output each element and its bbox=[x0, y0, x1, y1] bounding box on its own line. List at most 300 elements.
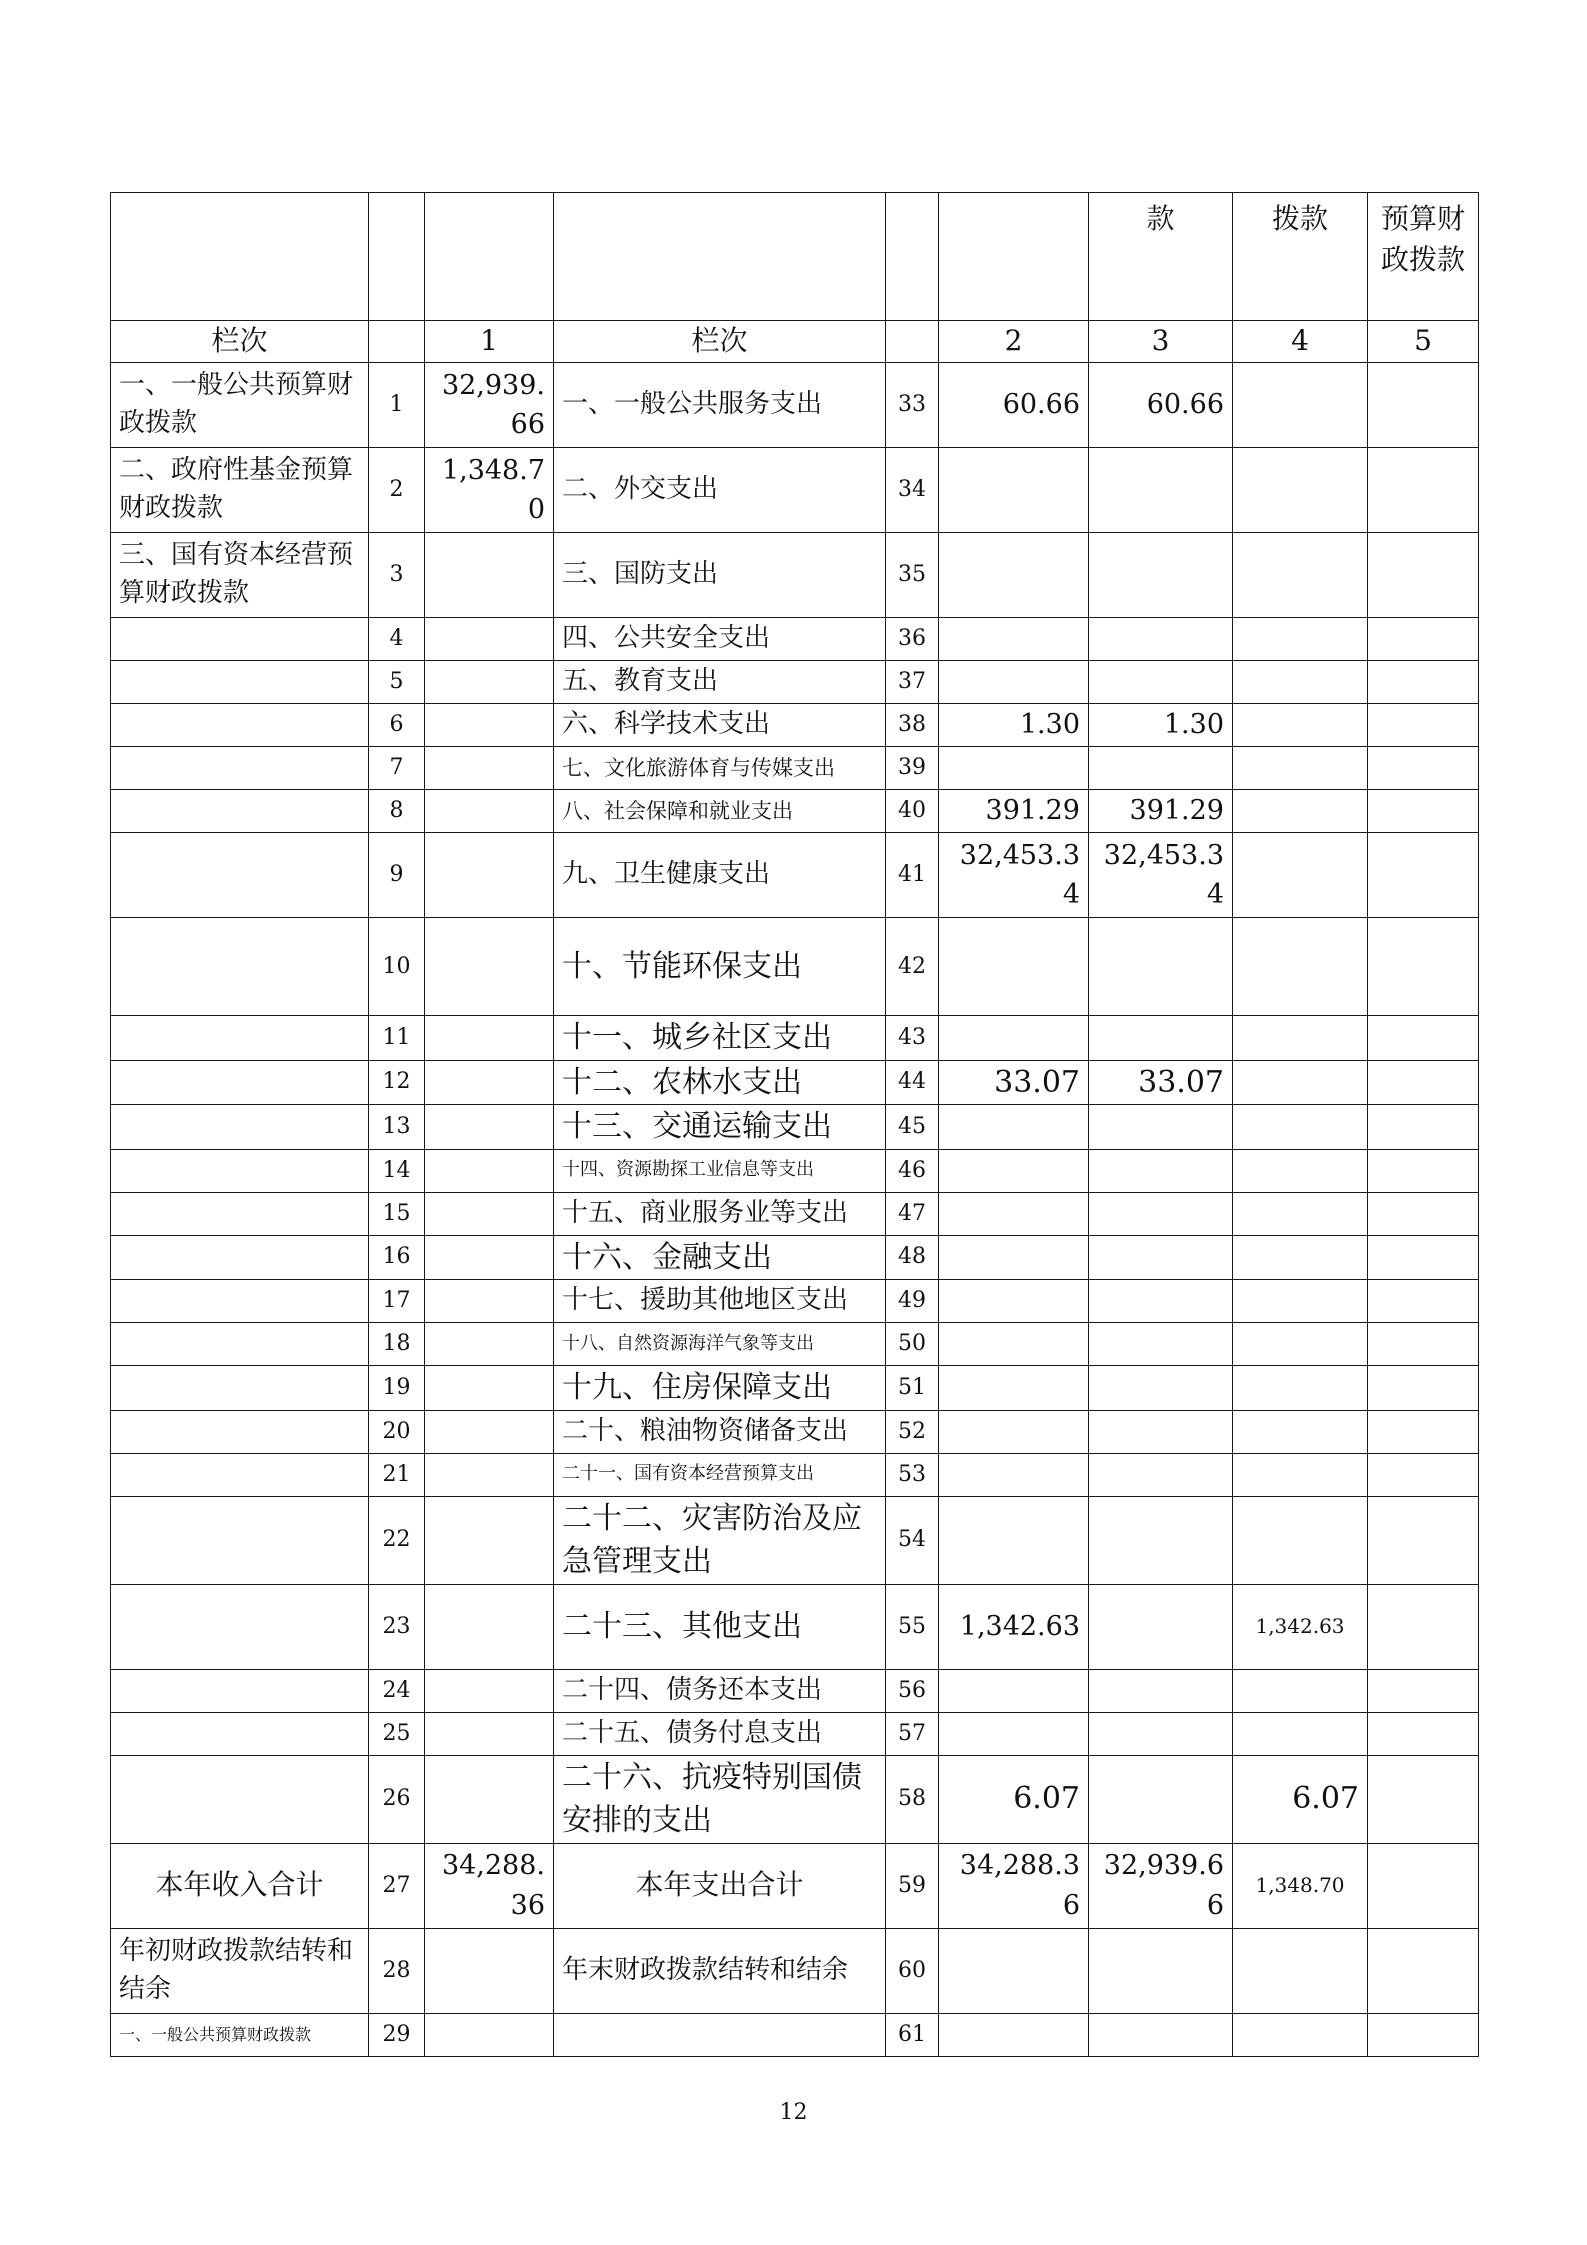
income-amount bbox=[425, 833, 554, 918]
expense-item: 十六、金融支出 bbox=[554, 1235, 886, 1280]
right-line-number: 48 bbox=[886, 1235, 939, 1280]
left-line-number: 25 bbox=[369, 1712, 425, 1755]
general-budget-amount bbox=[1089, 1712, 1233, 1755]
income-item bbox=[111, 1192, 369, 1235]
income-item bbox=[111, 1323, 369, 1366]
left-line-number: 20 bbox=[369, 1410, 425, 1453]
expense-item: 十七、援助其他地区支出 bbox=[554, 1280, 886, 1323]
income-amount bbox=[425, 1192, 554, 1235]
right-line-number: 43 bbox=[886, 1016, 939, 1061]
expense-item: 二十、粮油物资储备支出 bbox=[554, 1410, 886, 1453]
right-line-number: 54 bbox=[886, 1496, 939, 1584]
total-amount bbox=[939, 1496, 1089, 1584]
general-budget-amount bbox=[1089, 1323, 1233, 1366]
right-line-number: 40 bbox=[886, 790, 939, 833]
income-item bbox=[111, 918, 369, 1016]
fund-budget-amount bbox=[1233, 1366, 1368, 1411]
state-capital-amount bbox=[1368, 1410, 1479, 1453]
state-capital-amount bbox=[1368, 1323, 1479, 1366]
expense-item: 十三、交通运输支出 bbox=[554, 1105, 886, 1150]
income-item bbox=[111, 833, 369, 918]
general-budget-amount bbox=[1089, 1453, 1233, 1496]
left-line-number: 26 bbox=[369, 1755, 425, 1843]
general-budget-amount bbox=[1089, 1016, 1233, 1061]
col-number-5: 5 bbox=[1368, 321, 1479, 363]
total-amount: 33.07 bbox=[939, 1060, 1089, 1105]
income-amount bbox=[425, 1928, 554, 2013]
right-line-number: 50 bbox=[886, 1323, 939, 1366]
income-amount bbox=[425, 533, 554, 618]
expense-item: 十、节能环保支出 bbox=[554, 918, 886, 1016]
left-line-number: 10 bbox=[369, 918, 425, 1016]
general-budget-amount bbox=[1089, 1235, 1233, 1280]
expense-item: 九、卫生健康支出 bbox=[554, 833, 886, 918]
right-line-number: 46 bbox=[886, 1149, 939, 1192]
header-col4: 预算财政拨款 bbox=[1368, 193, 1479, 321]
left-line-number: 28 bbox=[369, 1928, 425, 2013]
income-item bbox=[111, 1149, 369, 1192]
state-capital-amount bbox=[1368, 533, 1479, 618]
table-row bbox=[111, 1149, 1479, 1192]
right-line-number: 36 bbox=[886, 618, 939, 661]
page-number: 12 bbox=[779, 2100, 808, 2125]
income-item bbox=[111, 704, 369, 747]
state-capital-amount bbox=[1368, 833, 1479, 918]
table-row bbox=[111, 1928, 1479, 2013]
expense-item: 八、社会保障和就业支出 bbox=[554, 790, 886, 833]
table-row bbox=[111, 918, 1479, 1016]
income-item bbox=[111, 1496, 369, 1584]
left-line-number: 27 bbox=[369, 1843, 425, 1928]
general-budget-amount: 1.30 bbox=[1089, 704, 1233, 747]
right-line-number: 49 bbox=[886, 1280, 939, 1323]
income-item bbox=[111, 1669, 369, 1712]
table-row bbox=[111, 2013, 1479, 2056]
table-row bbox=[111, 448, 1479, 533]
fund-budget-amount bbox=[1233, 1712, 1368, 1755]
income-item bbox=[111, 790, 369, 833]
header-row bbox=[111, 193, 1479, 321]
table-row bbox=[111, 1843, 1479, 1928]
total-amount bbox=[939, 1669, 1089, 1712]
column-number-row bbox=[111, 321, 1479, 363]
state-capital-amount bbox=[1368, 448, 1479, 533]
general-budget-amount bbox=[1089, 1192, 1233, 1235]
fund-budget-amount bbox=[1233, 618, 1368, 661]
right-line-number: 39 bbox=[886, 747, 939, 790]
income-amount: 32,939.66 bbox=[425, 363, 554, 448]
fund-budget-amount bbox=[1233, 1669, 1368, 1712]
right-line-number: 37 bbox=[886, 661, 939, 704]
income-item bbox=[111, 1453, 369, 1496]
header-col3: 拨款 bbox=[1233, 193, 1368, 321]
expense-item: 一、一般公共服务支出 bbox=[554, 363, 886, 448]
fund-budget-amount bbox=[1233, 1149, 1368, 1192]
income-item bbox=[111, 661, 369, 704]
income-item: 二、政府性基金预算财政拨款 bbox=[111, 448, 369, 533]
fund-budget-amount bbox=[1233, 1235, 1368, 1280]
state-capital-amount bbox=[1368, 1366, 1479, 1411]
expense-item: 十四、资源勘探工业信息等支出 bbox=[554, 1149, 886, 1192]
total-amount bbox=[939, 661, 1089, 704]
state-capital-amount bbox=[1368, 1496, 1479, 1584]
income-item bbox=[111, 1105, 369, 1150]
state-capital-amount bbox=[1368, 747, 1479, 790]
total-amount bbox=[939, 448, 1089, 533]
table-row bbox=[111, 1192, 1479, 1235]
total-amount: 6.07 bbox=[939, 1755, 1089, 1843]
general-budget-amount bbox=[1089, 1584, 1233, 1669]
left-line-number: 18 bbox=[369, 1323, 425, 1366]
fund-budget-amount bbox=[1233, 1323, 1368, 1366]
table-row bbox=[111, 1280, 1479, 1323]
income-amount bbox=[425, 618, 554, 661]
table-row bbox=[111, 1584, 1479, 1669]
table-row bbox=[111, 790, 1479, 833]
fund-budget-amount bbox=[1233, 1496, 1368, 1584]
general-budget-amount bbox=[1089, 1149, 1233, 1192]
fund-budget-amount bbox=[1233, 661, 1368, 704]
fund-budget-amount bbox=[1233, 1453, 1368, 1496]
left-line-number: 8 bbox=[369, 790, 425, 833]
general-budget-amount bbox=[1089, 1669, 1233, 1712]
expense-item: 二十五、债务付息支出 bbox=[554, 1712, 886, 1755]
income-amount bbox=[425, 1280, 554, 1323]
income-amount: 34,288.36 bbox=[425, 1843, 554, 1928]
income-amount: 1,348.70 bbox=[425, 448, 554, 533]
general-budget-amount bbox=[1089, 1496, 1233, 1584]
total-amount bbox=[939, 747, 1089, 790]
total-amount bbox=[939, 1366, 1089, 1411]
total-amount: 32,453.34 bbox=[939, 833, 1089, 918]
table-row bbox=[111, 1755, 1479, 1843]
income-item: 三、国有资本经营预算财政拨款 bbox=[111, 533, 369, 618]
total-amount bbox=[939, 1235, 1089, 1280]
table-row bbox=[111, 833, 1479, 918]
general-budget-amount bbox=[1089, 1366, 1233, 1411]
fund-budget-amount bbox=[1233, 1410, 1368, 1453]
col-number-2: 2 bbox=[939, 321, 1089, 363]
income-item bbox=[111, 747, 369, 790]
state-capital-amount bbox=[1368, 2013, 1479, 2056]
state-capital-amount bbox=[1368, 1755, 1479, 1843]
fund-budget-amount bbox=[1233, 1280, 1368, 1323]
income-amount bbox=[425, 1149, 554, 1192]
income-item bbox=[111, 1060, 369, 1105]
left-line-number: 16 bbox=[369, 1235, 425, 1280]
total-amount bbox=[939, 1016, 1089, 1061]
state-capital-amount bbox=[1368, 1453, 1479, 1496]
left-line-number: 7 bbox=[369, 747, 425, 790]
income-amount bbox=[425, 1584, 554, 1669]
total-amount: 1,342.63 bbox=[939, 1584, 1089, 1669]
total-amount bbox=[939, 2013, 1089, 2056]
general-budget-amount: 32,939.66 bbox=[1089, 1843, 1233, 1928]
right-line-number: 44 bbox=[886, 1060, 939, 1105]
total-amount bbox=[939, 1149, 1089, 1192]
table-row bbox=[111, 1060, 1479, 1105]
expense-item: 十二、农林水支出 bbox=[554, 1060, 886, 1105]
right-line-number: 47 bbox=[886, 1192, 939, 1235]
fund-budget-amount bbox=[1233, 448, 1368, 533]
income-item bbox=[111, 1235, 369, 1280]
income-amount bbox=[425, 2013, 554, 2056]
general-budget-amount bbox=[1089, 1280, 1233, 1323]
fund-budget-amount bbox=[1233, 1928, 1368, 2013]
general-budget-amount bbox=[1089, 918, 1233, 1016]
income-item: 本年收入合计 bbox=[111, 1843, 369, 1928]
state-capital-amount bbox=[1368, 1235, 1479, 1280]
income-item bbox=[111, 1712, 369, 1755]
table-row bbox=[111, 618, 1479, 661]
income-amount bbox=[425, 661, 554, 704]
state-capital-amount bbox=[1368, 1669, 1479, 1712]
fund-budget-amount bbox=[1233, 790, 1368, 833]
income-amount bbox=[425, 1105, 554, 1150]
total-amount bbox=[939, 1928, 1089, 2013]
state-capital-amount bbox=[1368, 618, 1479, 661]
table-row bbox=[111, 1496, 1479, 1584]
total-amount bbox=[939, 918, 1089, 1016]
left-line-number: 3 bbox=[369, 533, 425, 618]
fund-budget-amount bbox=[1233, 918, 1368, 1016]
total-amount bbox=[939, 1712, 1089, 1755]
income-amount bbox=[425, 1410, 554, 1453]
state-capital-amount bbox=[1368, 1928, 1479, 2013]
income-amount bbox=[425, 1235, 554, 1280]
fund-budget-amount bbox=[1233, 1192, 1368, 1235]
expense-item: 六、科学技术支出 bbox=[554, 704, 886, 747]
expense-item: 十九、住房保障支出 bbox=[554, 1366, 886, 1411]
left-line-number: 6 bbox=[369, 704, 425, 747]
income-item bbox=[111, 1016, 369, 1061]
general-budget-amount: 60.66 bbox=[1089, 363, 1233, 448]
col-number-1: 1 bbox=[425, 321, 554, 363]
fund-budget-amount bbox=[1233, 363, 1368, 448]
table-row bbox=[111, 1669, 1479, 1712]
state-capital-amount bbox=[1368, 1060, 1479, 1105]
total-amount bbox=[939, 533, 1089, 618]
income-amount bbox=[425, 1323, 554, 1366]
expense-item: 二十四、债务还本支出 bbox=[554, 1669, 886, 1712]
income-amount bbox=[425, 1712, 554, 1755]
fund-budget-amount bbox=[1233, 1060, 1368, 1105]
header-col2: 款 bbox=[1089, 193, 1233, 321]
total-amount: 1.30 bbox=[939, 704, 1089, 747]
fund-budget-amount bbox=[1233, 2013, 1368, 2056]
left-line-number: 14 bbox=[369, 1149, 425, 1192]
expense-item: 本年支出合计 bbox=[554, 1843, 886, 1928]
fund-budget-amount bbox=[1233, 1105, 1368, 1150]
general-budget-amount bbox=[1089, 661, 1233, 704]
table-row bbox=[111, 533, 1479, 618]
general-budget-amount bbox=[1089, 618, 1233, 661]
fund-budget-amount: 6.07 bbox=[1233, 1755, 1368, 1843]
total-amount: 60.66 bbox=[939, 363, 1089, 448]
income-amount bbox=[425, 1496, 554, 1584]
table-row bbox=[111, 747, 1479, 790]
state-capital-amount bbox=[1368, 661, 1479, 704]
right-line-number: 57 bbox=[886, 1712, 939, 1755]
total-amount bbox=[939, 1280, 1089, 1323]
right-line-number: 59 bbox=[886, 1843, 939, 1928]
income-item: 一、一般公共预算财政拨款 bbox=[111, 2013, 369, 2056]
left-line-number: 5 bbox=[369, 661, 425, 704]
right-column-label: 栏次 bbox=[554, 321, 886, 363]
state-capital-amount bbox=[1368, 1105, 1479, 1150]
right-line-number: 34 bbox=[886, 448, 939, 533]
table-row bbox=[111, 1105, 1479, 1150]
right-line-number: 51 bbox=[886, 1366, 939, 1411]
income-amount bbox=[425, 1366, 554, 1411]
table-row bbox=[111, 1235, 1479, 1280]
general-budget-amount bbox=[1089, 448, 1233, 533]
total-amount: 391.29 bbox=[939, 790, 1089, 833]
table-row bbox=[111, 1366, 1479, 1411]
state-capital-amount bbox=[1368, 790, 1479, 833]
state-capital-amount bbox=[1368, 1192, 1479, 1235]
state-capital-amount bbox=[1368, 1016, 1479, 1061]
income-amount bbox=[425, 1016, 554, 1061]
right-line-number: 55 bbox=[886, 1584, 939, 1669]
table-row bbox=[111, 704, 1479, 747]
fund-budget-amount bbox=[1233, 1016, 1368, 1061]
total-amount bbox=[939, 1323, 1089, 1366]
left-column-label: 栏次 bbox=[111, 321, 369, 363]
general-budget-amount: 391.29 bbox=[1089, 790, 1233, 833]
general-budget-amount bbox=[1089, 1755, 1233, 1843]
table-row bbox=[111, 1453, 1479, 1496]
income-amount bbox=[425, 747, 554, 790]
income-item: 年初财政拨款结转和结余 bbox=[111, 1928, 369, 2013]
appropriation-table bbox=[110, 192, 1479, 2057]
left-line-number: 11 bbox=[369, 1016, 425, 1061]
state-capital-amount bbox=[1368, 1712, 1479, 1755]
expense-item: 四、公共安全支出 bbox=[554, 618, 886, 661]
expense-item: 七、文化旅游体育与传媒支出 bbox=[554, 747, 886, 790]
left-line-number: 22 bbox=[369, 1496, 425, 1584]
general-budget-amount bbox=[1089, 1928, 1233, 2013]
right-line-number: 58 bbox=[886, 1755, 939, 1843]
state-capital-amount bbox=[1368, 1584, 1479, 1669]
total-amount bbox=[939, 1105, 1089, 1150]
income-item bbox=[111, 1584, 369, 1669]
table-row bbox=[111, 661, 1479, 704]
expense-item: 十一、城乡社区支出 bbox=[554, 1016, 886, 1061]
left-line-number: 23 bbox=[369, 1584, 425, 1669]
general-budget-amount bbox=[1089, 1410, 1233, 1453]
total-amount: 34,288.36 bbox=[939, 1843, 1089, 1928]
left-line-number: 19 bbox=[369, 1366, 425, 1411]
left-line-number: 1 bbox=[369, 363, 425, 448]
left-line-number: 29 bbox=[369, 2013, 425, 2056]
right-line-number: 41 bbox=[886, 833, 939, 918]
total-amount bbox=[939, 618, 1089, 661]
expense-item: 十五、商业服务业等支出 bbox=[554, 1192, 886, 1235]
left-line-number: 17 bbox=[369, 1280, 425, 1323]
income-amount bbox=[425, 790, 554, 833]
right-line-number: 52 bbox=[886, 1410, 939, 1453]
income-amount bbox=[425, 1669, 554, 1712]
right-line-number: 53 bbox=[886, 1453, 939, 1496]
left-line-number: 9 bbox=[369, 833, 425, 918]
left-line-number: 12 bbox=[369, 1060, 425, 1105]
income-item bbox=[111, 1755, 369, 1843]
left-line-number: 13 bbox=[369, 1105, 425, 1150]
fund-budget-amount: 1,348.70 bbox=[1233, 1843, 1368, 1928]
expense-item: 二十二、灾害防治及应急管理支出 bbox=[554, 1496, 886, 1584]
income-item bbox=[111, 1280, 369, 1323]
col-number-3: 3 bbox=[1089, 321, 1233, 363]
table-row bbox=[111, 1016, 1479, 1061]
expense-item: 年末财政拨款结转和结余 bbox=[554, 1928, 886, 2013]
general-budget-amount: 32,453.34 bbox=[1089, 833, 1233, 918]
expense-item: 五、教育支出 bbox=[554, 661, 886, 704]
left-line-number: 15 bbox=[369, 1192, 425, 1235]
state-capital-amount bbox=[1368, 704, 1479, 747]
table-row bbox=[111, 1323, 1479, 1366]
income-amount bbox=[425, 704, 554, 747]
financial-table-sheet bbox=[110, 192, 1478, 2057]
expense-item: 二十三、其他支出 bbox=[554, 1584, 886, 1669]
income-amount bbox=[425, 1060, 554, 1105]
expense-item: 二十一、国有资本经营预算支出 bbox=[554, 1453, 886, 1496]
state-capital-amount bbox=[1368, 1280, 1479, 1323]
left-line-number: 24 bbox=[369, 1669, 425, 1712]
state-capital-amount bbox=[1368, 1149, 1479, 1192]
right-line-number: 60 bbox=[886, 1928, 939, 2013]
table-row bbox=[111, 363, 1479, 448]
income-amount bbox=[425, 918, 554, 1016]
fund-budget-amount bbox=[1233, 833, 1368, 918]
right-line-number: 56 bbox=[886, 1669, 939, 1712]
fund-budget-amount bbox=[1233, 747, 1368, 790]
left-line-number: 4 bbox=[369, 618, 425, 661]
state-capital-amount bbox=[1368, 1843, 1479, 1928]
fund-budget-amount bbox=[1233, 704, 1368, 747]
expense-item: 三、国防支出 bbox=[554, 533, 886, 618]
total-amount bbox=[939, 1192, 1089, 1235]
right-line-number: 33 bbox=[886, 363, 939, 448]
left-line-number: 2 bbox=[369, 448, 425, 533]
right-line-number: 38 bbox=[886, 704, 939, 747]
right-line-number: 42 bbox=[886, 918, 939, 1016]
total-amount bbox=[939, 1410, 1089, 1453]
right-line-number: 61 bbox=[886, 2013, 939, 2056]
income-amount bbox=[425, 1755, 554, 1843]
expense-item: 二十六、抗疫特别国债安排的支出 bbox=[554, 1755, 886, 1843]
right-line-number: 45 bbox=[886, 1105, 939, 1150]
right-line-number: 35 bbox=[886, 533, 939, 618]
general-budget-amount bbox=[1089, 533, 1233, 618]
state-capital-amount bbox=[1368, 363, 1479, 448]
fund-budget-amount bbox=[1233, 533, 1368, 618]
table-row bbox=[111, 1410, 1479, 1453]
general-budget-amount bbox=[1089, 747, 1233, 790]
expense-item: 二、外交支出 bbox=[554, 448, 886, 533]
general-budget-amount bbox=[1089, 1105, 1233, 1150]
income-item bbox=[111, 1366, 369, 1411]
income-item: 一、一般公共预算财政拨款 bbox=[111, 363, 369, 448]
income-item bbox=[111, 618, 369, 661]
total-amount bbox=[939, 1453, 1089, 1496]
income-item bbox=[111, 1410, 369, 1453]
col-number-4: 4 bbox=[1233, 321, 1368, 363]
income-amount bbox=[425, 1453, 554, 1496]
fund-budget-amount: 1,342.63 bbox=[1233, 1584, 1368, 1669]
expense-item bbox=[554, 2013, 886, 2056]
left-line-number: 21 bbox=[369, 1453, 425, 1496]
